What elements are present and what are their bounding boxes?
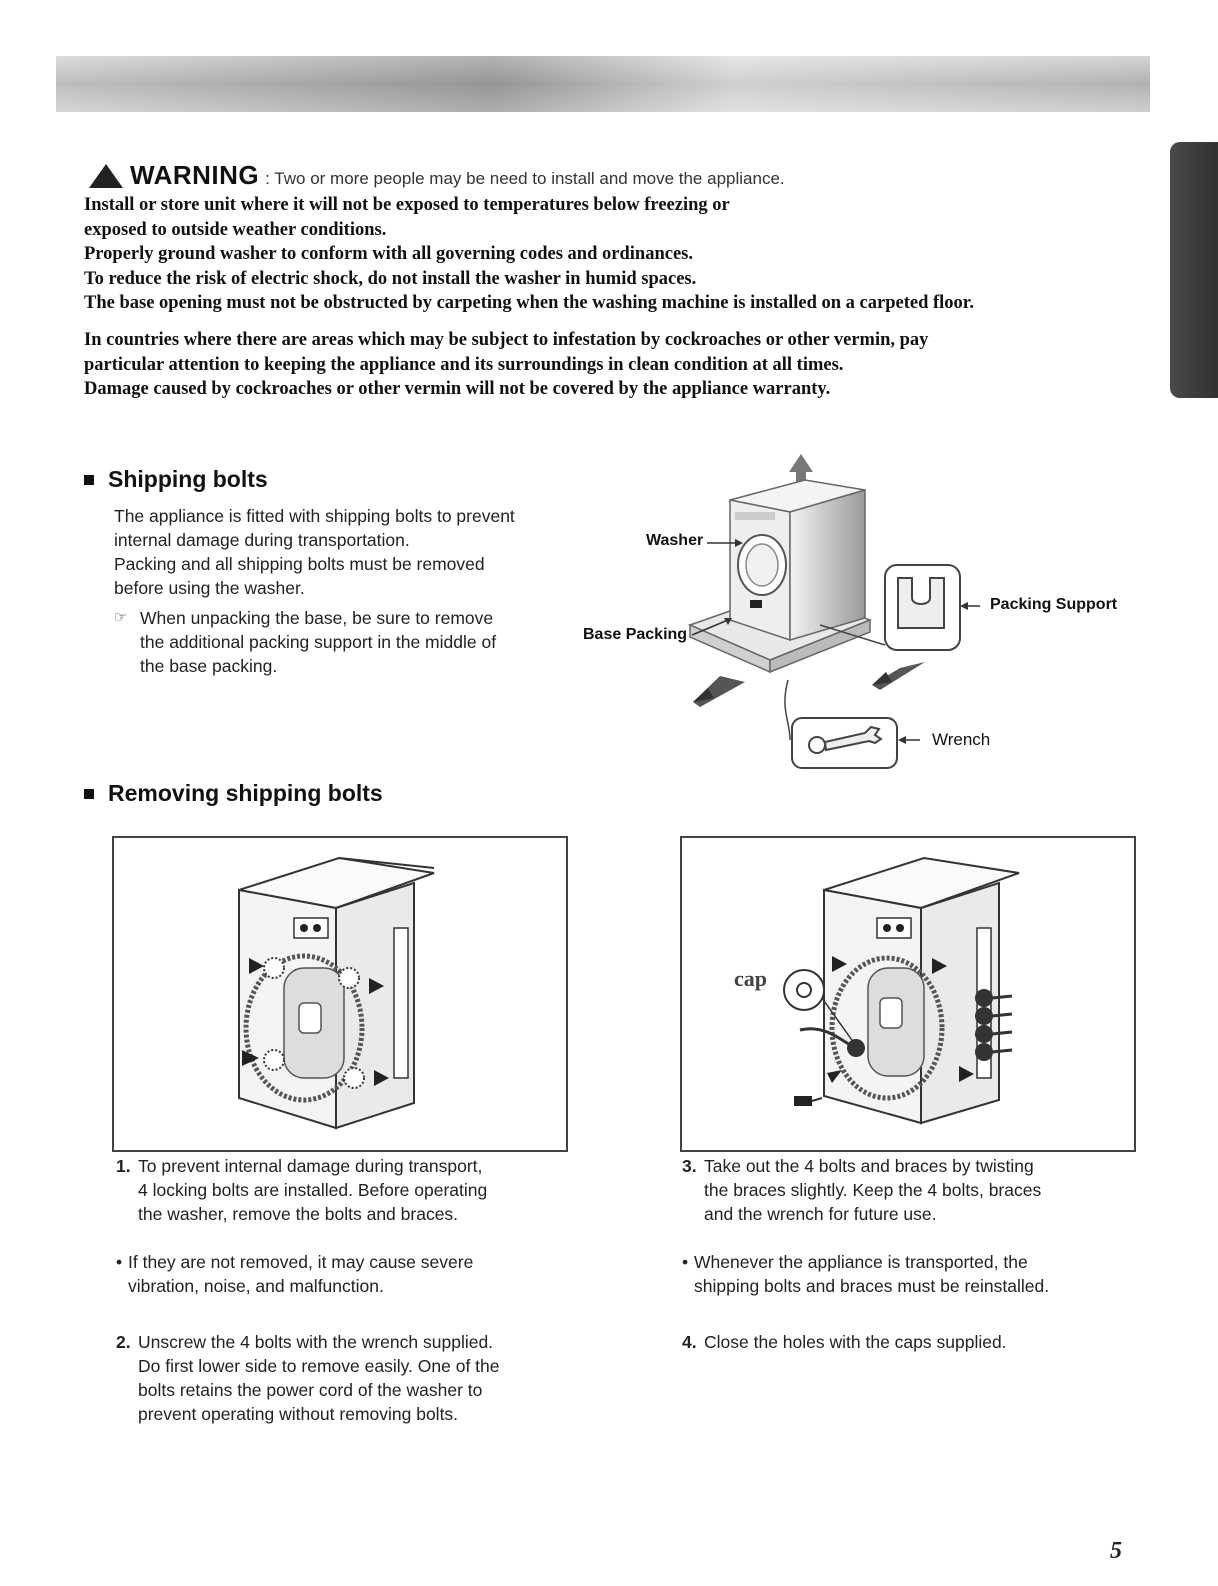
note-line: the additional packing support in the middle of <box>140 632 497 652</box>
washer-caps-illustration <box>682 838 1134 1150</box>
removing-bolts-title: Removing shipping bolts <box>108 780 383 806</box>
wrench-inset <box>785 680 897 768</box>
warning-bold-line: Properly ground washer to conform with all governing codes and ordinances. <box>84 244 693 264</box>
unpacking-note <box>114 606 584 678</box>
step-line: Unscrew the 4 bolts with the wrench supplied. <box>138 1332 494 1352</box>
bullet-dot-icon: • <box>116 1252 123 1272</box>
note-line: When unpacking the base, be sure to remove <box>140 608 494 628</box>
bullet-line: vibration, noise, and malfunction. <box>128 1276 384 1296</box>
shipping-line: Packing and all shipping bolts must be removed <box>114 554 485 574</box>
warning-text: : Two or more people may be need to install and move the appliance. <box>265 169 785 188</box>
warning-bold-line: To reduce the risk of electric shock, do not install the washer in humid spaces. <box>84 268 697 289</box>
step-line: 4 locking bolts are installed. Before operating <box>138 1180 488 1200</box>
packing-support-label: Packing Support <box>990 596 1118 613</box>
warning-title: WARNING <box>130 160 260 190</box>
step-number: 3. <box>682 1156 697 1176</box>
step-line: Close the holes with the caps supplied. <box>704 1332 1007 1352</box>
step-number: 2. <box>116 1332 131 1352</box>
bullet-line: Whenever the appliance is transported, the <box>694 1252 1028 1272</box>
shipping-bolts-heading <box>84 466 268 493</box>
step-1 <box>116 1154 576 1226</box>
shipping-bolts-text <box>114 504 584 678</box>
warning-line <box>88 160 785 191</box>
removal-arrow-icon <box>693 676 745 707</box>
figure-caps <box>680 836 1136 1152</box>
washer-illustration <box>730 480 865 640</box>
figure-back-bolts <box>112 836 568 1152</box>
pointing-hand-icon: ☞ <box>114 609 128 626</box>
bullet-note-1 <box>116 1250 576 1298</box>
infestation-line: In countries where there are areas which may be subject to infestation by cockroaches or other vermin, pay <box>84 330 929 350</box>
square-bullet-icon <box>84 789 94 799</box>
warning-bold-line: Install or store unit where it will not be exposed to temperatures below freezing or <box>84 195 730 215</box>
note-line: the base packing. <box>140 656 278 676</box>
base-packing-label: Base Packing <box>583 626 688 643</box>
washer-label: Washer <box>646 532 704 549</box>
infestation-block <box>84 328 1164 402</box>
page-number: 5 <box>1110 1538 1122 1564</box>
bullet-line: shipping bolts and braces must be reinstalled. <box>694 1276 1050 1296</box>
step-line: and the wrench for future use. <box>704 1204 937 1224</box>
warnings-block <box>84 193 1164 316</box>
step-line: Do first lower side to remove easily. One of the <box>138 1356 500 1376</box>
washer-base-diagram <box>580 450 1140 780</box>
step-line: the washer, remove the bolts and braces. <box>138 1204 459 1224</box>
bullet-line: If they are not removed, it may cause severe <box>128 1252 474 1272</box>
infestation-line: particular attention to keeping the appliance and its surroundings in clean condition at all times. <box>84 354 844 375</box>
removing-bolts-heading <box>84 780 383 807</box>
shipping-line: The appliance is fitted with shipping bolts to prevent <box>114 506 515 526</box>
removal-arrow-icon <box>872 662 925 690</box>
square-bullet-icon <box>84 475 94 485</box>
chapter-side-tab <box>1170 142 1218 398</box>
step-number: 4. <box>682 1332 697 1352</box>
warning-bold-line: exposed to outside weather conditions. <box>84 219 387 240</box>
shipping-line: before using the washer. <box>114 578 305 598</box>
step-4 <box>682 1330 1142 1354</box>
washer-back-illustration <box>114 838 566 1150</box>
cap-label: cap <box>734 966 767 991</box>
bullet-note-2 <box>682 1250 1142 1298</box>
step-3 <box>682 1154 1142 1226</box>
step-number: 1. <box>116 1156 131 1176</box>
step-line: To prevent internal damage during transport, <box>138 1156 483 1176</box>
step-line: bolts retains the power cord of the washer to <box>138 1380 483 1400</box>
step-line: the braces slightly. Keep the 4 bolts, braces <box>704 1180 1042 1200</box>
shipping-bolts-title: Shipping bolts <box>108 466 268 492</box>
shipping-line: internal damage during transportation. <box>114 530 410 550</box>
step-line: prevent operating without removing bolts. <box>138 1404 459 1424</box>
step-line: Take out the 4 bolts and braces by twisting <box>704 1156 1034 1176</box>
infestation-line: Damage caused by cockroaches or other vermin will not be covered by the appliance warranty. <box>84 379 831 399</box>
step-2 <box>116 1330 586 1426</box>
warning-bold-line: The base opening must not be obstructed by carpeting when the washing machine is installed on a carpeted floor. <box>84 293 974 313</box>
cap-inset <box>784 970 824 1010</box>
wrench-label: Wrench <box>932 730 991 749</box>
bullet-dot-icon: • <box>682 1252 689 1272</box>
warning-triangle-icon <box>88 163 124 189</box>
header-bar <box>56 56 1150 112</box>
